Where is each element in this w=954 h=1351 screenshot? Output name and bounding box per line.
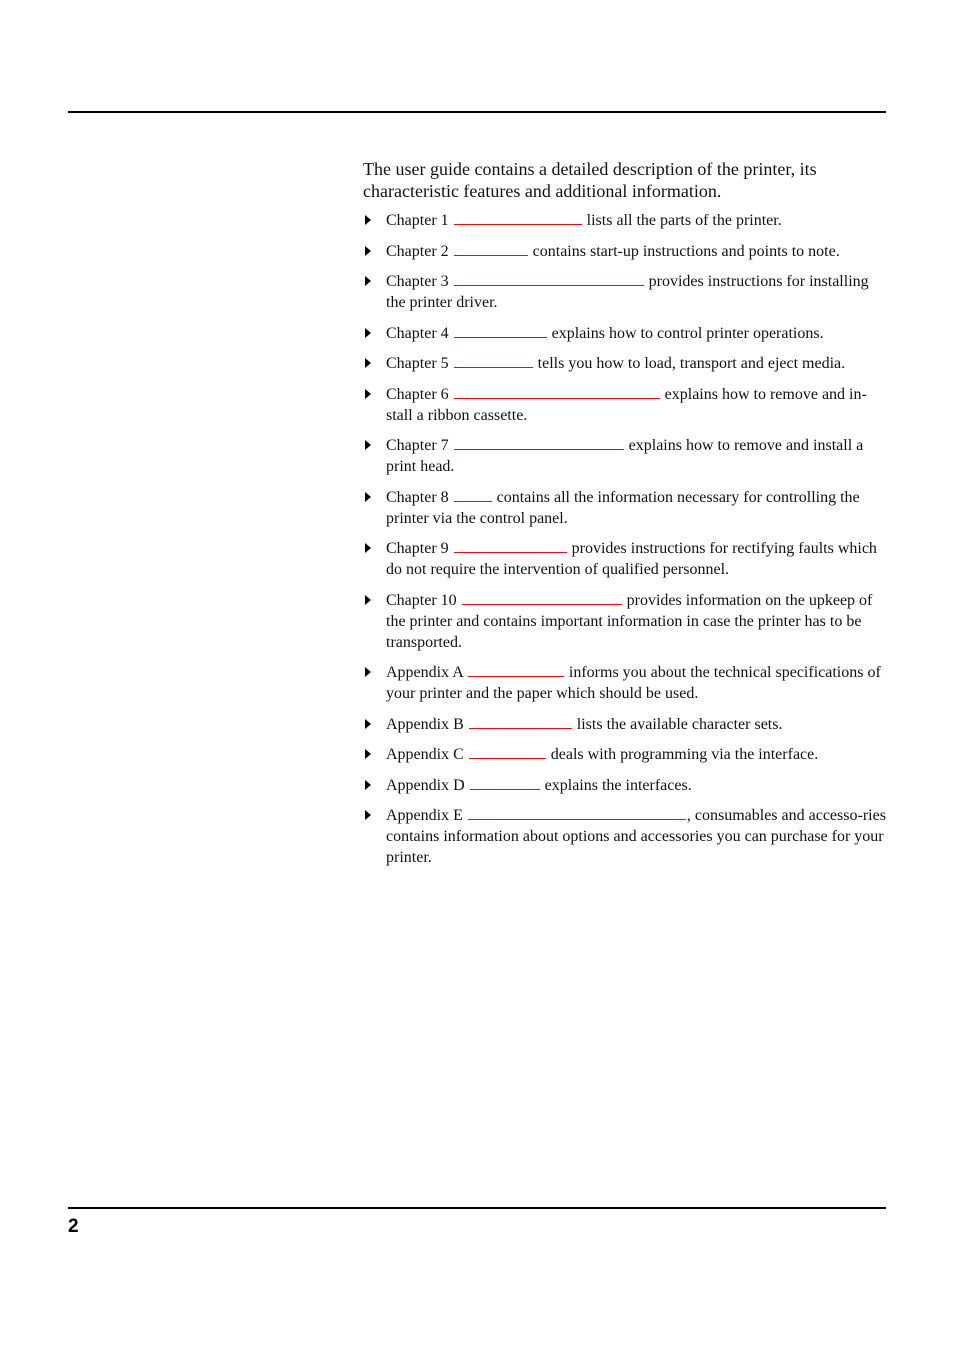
item-text: explains how to control printer operations. [547, 324, 824, 342]
link-placeholder[interactable] [454, 242, 528, 256]
bullet-arrow-icon [365, 276, 371, 286]
link-placeholder[interactable] [454, 488, 492, 502]
item-text: explains how to remove and in-stall a ribbon cassette. [386, 385, 867, 424]
bullet-arrow-icon [365, 595, 371, 605]
contents-list [363, 210, 886, 868]
item-label: Chapter 10 [386, 591, 457, 609]
bullet-arrow-icon [365, 358, 371, 368]
link-placeholder[interactable] [469, 715, 572, 729]
bullet-arrow-icon [365, 543, 371, 553]
list-item [363, 775, 886, 796]
item-text: , consumables and accesso-ries contains information about options and accessories you can purchase for your printer. [386, 807, 886, 866]
list-item [363, 210, 886, 231]
item-text: lists the available character sets. [572, 715, 783, 733]
bullet-arrow-icon [365, 440, 371, 450]
item-label: Appendix A [386, 664, 463, 681]
bullet-arrow-icon [365, 719, 371, 729]
page-number: 2 [68, 1216, 79, 1237]
list-item [363, 241, 886, 262]
list-item [363, 805, 886, 868]
item-label: Appendix B [386, 715, 464, 733]
bullet-arrow-icon [365, 749, 371, 759]
item-label: Appendix D [386, 776, 465, 794]
link-placeholder[interactable] [468, 806, 686, 820]
item-label: Appendix E [386, 807, 463, 824]
link-placeholder[interactable] [454, 211, 582, 225]
content-body [363, 158, 886, 878]
item-text: provides instructions for installing the printer driver. [386, 273, 869, 311]
item-label: Chapter 7 [386, 437, 449, 454]
item-label: Chapter 5 [386, 355, 449, 372]
item-text: explains the interfaces. [540, 776, 692, 794]
link-placeholder[interactable] [454, 272, 644, 286]
item-text: provides instructions for rectifying faults which do not require the intervention of qualified personnel. [386, 540, 877, 578]
bullet-arrow-icon [365, 328, 371, 338]
intro-paragraph: The user guide contains a detailed description of the printer, its characteristic features and additional information. [363, 159, 817, 201]
bullet-arrow-icon [365, 780, 371, 790]
link-placeholder[interactable] [454, 385, 660, 399]
list-item [363, 662, 886, 704]
list-item [363, 435, 886, 477]
bullet-arrow-icon [365, 667, 371, 677]
bullet-arrow-icon [365, 492, 371, 502]
item-text: informs you about the technical specifications of your printer and the paper which should be used. [386, 664, 881, 702]
item-label: Chapter 9 [386, 540, 449, 557]
item-text: tells you how to load, transport and eject media. [533, 355, 846, 372]
list-item [363, 353, 886, 374]
link-placeholder[interactable] [454, 436, 624, 450]
item-label: Chapter 3 [386, 273, 449, 290]
link-placeholder[interactable] [468, 663, 564, 677]
item-label: Chapter 4 [386, 324, 449, 342]
list-item [363, 538, 886, 580]
header-rule [68, 111, 886, 113]
list-item [363, 590, 886, 653]
item-label: Chapter 8 [386, 488, 449, 506]
item-text: deals with programming via the interface. [546, 746, 819, 763]
bullet-arrow-icon [365, 810, 371, 820]
link-placeholder[interactable] [462, 591, 622, 605]
bullet-arrow-icon [365, 246, 371, 256]
item-label: Chapter 6 [386, 385, 449, 403]
link-placeholder[interactable] [469, 745, 546, 759]
footer-rule [68, 1207, 886, 1209]
list-item [363, 323, 886, 344]
item-label: Chapter 2 [386, 242, 449, 260]
item-text: contains start-up instructions and points to note. [528, 242, 840, 260]
item-text: lists all the parts of the printer. [582, 212, 782, 229]
item-label: Chapter 1 [386, 212, 449, 229]
item-label: Appendix C [386, 746, 464, 763]
list-item [363, 744, 886, 765]
link-placeholder[interactable] [470, 776, 540, 790]
bullet-arrow-icon [365, 389, 371, 399]
bullet-arrow-icon [365, 215, 371, 225]
item-text: provides information on the upkeep of the printer and contains important information in case the printer has to be transported. [386, 591, 873, 651]
list-item [363, 384, 886, 426]
link-placeholder[interactable] [454, 354, 533, 368]
list-item [363, 271, 886, 313]
link-placeholder[interactable] [454, 539, 567, 553]
item-text: explains how to remove and install a print head. [386, 437, 864, 475]
list-item [363, 487, 886, 529]
link-placeholder[interactable] [454, 324, 547, 338]
list-item [363, 714, 886, 735]
item-text: contains all the information necessary for controlling the printer via the control panel. [386, 488, 860, 527]
